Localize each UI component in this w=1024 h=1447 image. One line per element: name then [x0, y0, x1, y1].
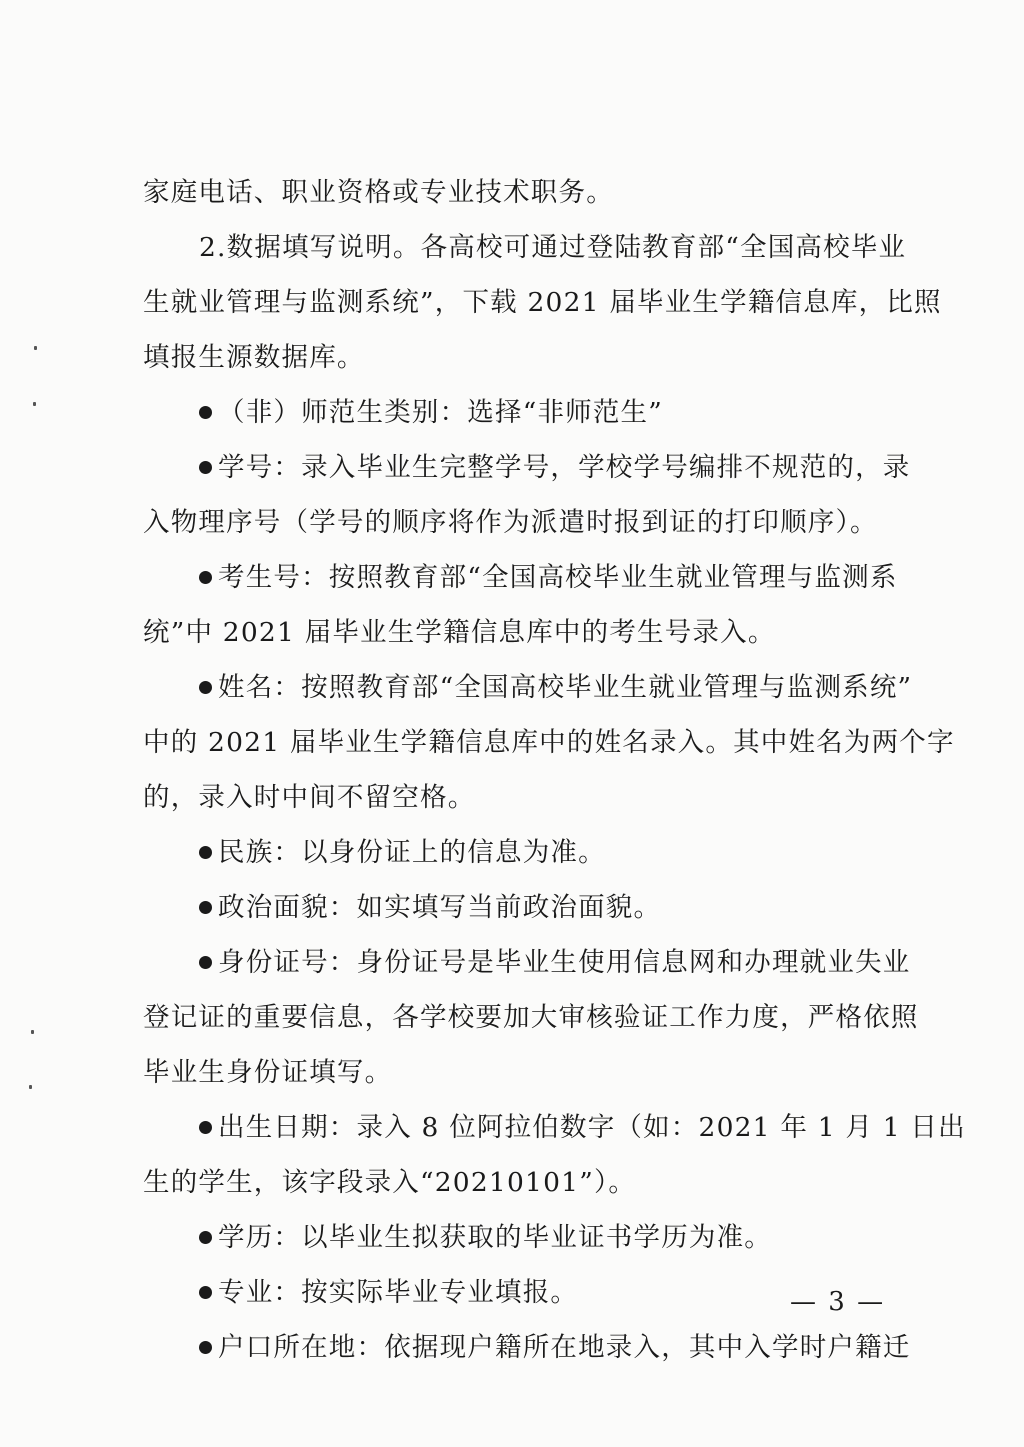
- text-line: 中的 2021 届毕业生学籍信息库中的姓名录入。其中姓名为两个字: [143, 727, 955, 758]
- text-line: 入物理序号（学号的顺序将作为派遣时报到证的打印顺序）。: [143, 507, 878, 538]
- scan-speck: [33, 402, 36, 406]
- scan-speck: [29, 1085, 32, 1089]
- section-heading: 2.数据填写说明。各高校可通过登陆教育部“全国高校毕业: [199, 232, 907, 263]
- text-line: 生就业管理与监测系统”，下载 2021 届毕业生学籍信息库，比照: [143, 287, 942, 318]
- text-line: 的，录入时中间不留空格。: [143, 782, 476, 813]
- bullet-icon: [199, 1121, 212, 1134]
- bullet-item-household-registration: 户口所在地：依据现户籍所在地录入，其中入学时户籍迁: [199, 1320, 911, 1376]
- text-line: 生的学生，该字段录入“20210101”）。: [143, 1167, 637, 1198]
- bullet-item-ethnicity: 民族：以身份证上的信息为准。: [199, 825, 606, 881]
- bullet-item-student-id: 学号：录入毕业生完整学号，学校学号编排不规范的，录: [199, 440, 911, 496]
- bullet-item-id-number: 身份证号：身份证号是毕业生使用信息网和办理就业失业: [199, 935, 911, 991]
- bullet-icon: [199, 901, 212, 914]
- bullet-item-major: 专业：按实际毕业专业填报。: [199, 1265, 578, 1321]
- bullet-icon: [199, 956, 212, 969]
- text-line: 毕业生身份证填写。: [143, 1057, 393, 1088]
- bullet-icon: [199, 1286, 212, 1299]
- bullet-item-name: 姓名：按照教育部“全国高校毕业生就业管理与监测系统”: [199, 660, 912, 716]
- text-line: 填报生源数据库。: [143, 342, 365, 373]
- scan-speck: [31, 1030, 34, 1034]
- bullet-icon: [199, 461, 212, 474]
- page-number: — 3 —: [790, 1287, 886, 1317]
- bullet-icon: [199, 846, 212, 859]
- bullet-item-exam-number: 考生号：按照教育部“全国高校毕业生就业管理与监测系: [199, 550, 898, 606]
- text-line: 统”中 2021 届毕业生学籍信息库中的考生号录入。: [143, 617, 776, 648]
- text-line: 家庭电话、职业资格或专业技术职务。: [143, 177, 614, 208]
- text-line: 登记证的重要信息，各学校要加大审核验证工作力度，严格依照: [143, 1002, 919, 1033]
- bullet-item-education: 学历：以毕业生拟获取的毕业证书学历为准。: [199, 1210, 772, 1266]
- bullet-icon: [199, 406, 212, 419]
- bullet-icon: [199, 681, 212, 694]
- scan-speck: [34, 346, 37, 350]
- bullet-item-teacher-category: （非）师范生类别：选择“非师范生”: [199, 385, 663, 441]
- bullet-icon: [199, 1231, 212, 1244]
- bullet-icon: [199, 571, 212, 584]
- bullet-item-birth-date: 出生日期：录入 8 位阿拉伯数字（如：2021 年 1 月 1 日出: [199, 1100, 966, 1156]
- bullet-icon: [199, 1341, 212, 1354]
- bullet-item-political-status: 政治面貌：如实填写当前政治面貌。: [199, 880, 661, 936]
